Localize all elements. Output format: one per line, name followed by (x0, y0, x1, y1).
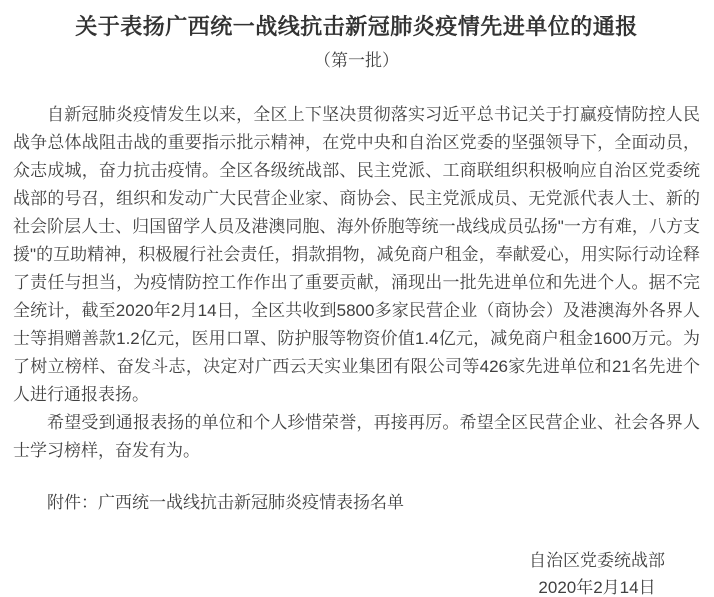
document-body (13, 101, 700, 517)
document-subtitle: （第一批） (314, 51, 399, 70)
document-title: 关于表扬广西统一战线抗击新冠肺炎疫情先进单位的通报 (75, 14, 638, 39)
attachment-line: 附件：广西统一战线抗击新冠肺炎疫情表扬名单 (47, 493, 404, 512)
body-paragraph-2: 希望受到通报表扬的单位和个人珍惜荣誉，再接再厉。希望全区民营企业、社会各界人士学习榜样，奋发有为。 (13, 413, 700, 460)
signature-block (13, 547, 700, 597)
body-paragraph-1: 自新冠肺炎疫情发生以来，全区上下坚决贯彻落实习近平总书记关于打赢疫情防控人民战争总体战阻击战的重要指示批示精神，在党中央和自治区党委的坚强领导下，全面动员，众志成城，奋力抗击疫情。全区各级统战部、民主党派、工商联组织积极响应自治区党委统战部的号召，组织和发动广大民营企业家、商协会、民主党派成员、无党派代表人士、新的社会阶层人士、归国留学人员及港澳同胞、海外侨胞等统一战线成员弘扬"一方有难，八方支援"的互助精神，积极履行社会责任，捐款捐物，减免商户租金，奉献爱心，用实际行动诠释了责任与担当，为疫情防控工作作出了重要贡献，涌现出一批先进单位和先进个人。据不完全统计，截至2020年2月14日，全区共收到5800多家民营企业（商协会）及港澳海外各界人士等捐赠善款1.2亿元，医用口罩、防护服等物资价值1.4亿元，减免商户租金1600万元。为了树立榜样、奋发斗志，决定对广西云天实业集团有限公司等426家先进单位和21名先进个人进行通报表扬。 (13, 105, 700, 404)
signature-date: 2020年2月14日 (538, 578, 656, 597)
signature-department: 自治区党委统战部 (529, 551, 665, 570)
